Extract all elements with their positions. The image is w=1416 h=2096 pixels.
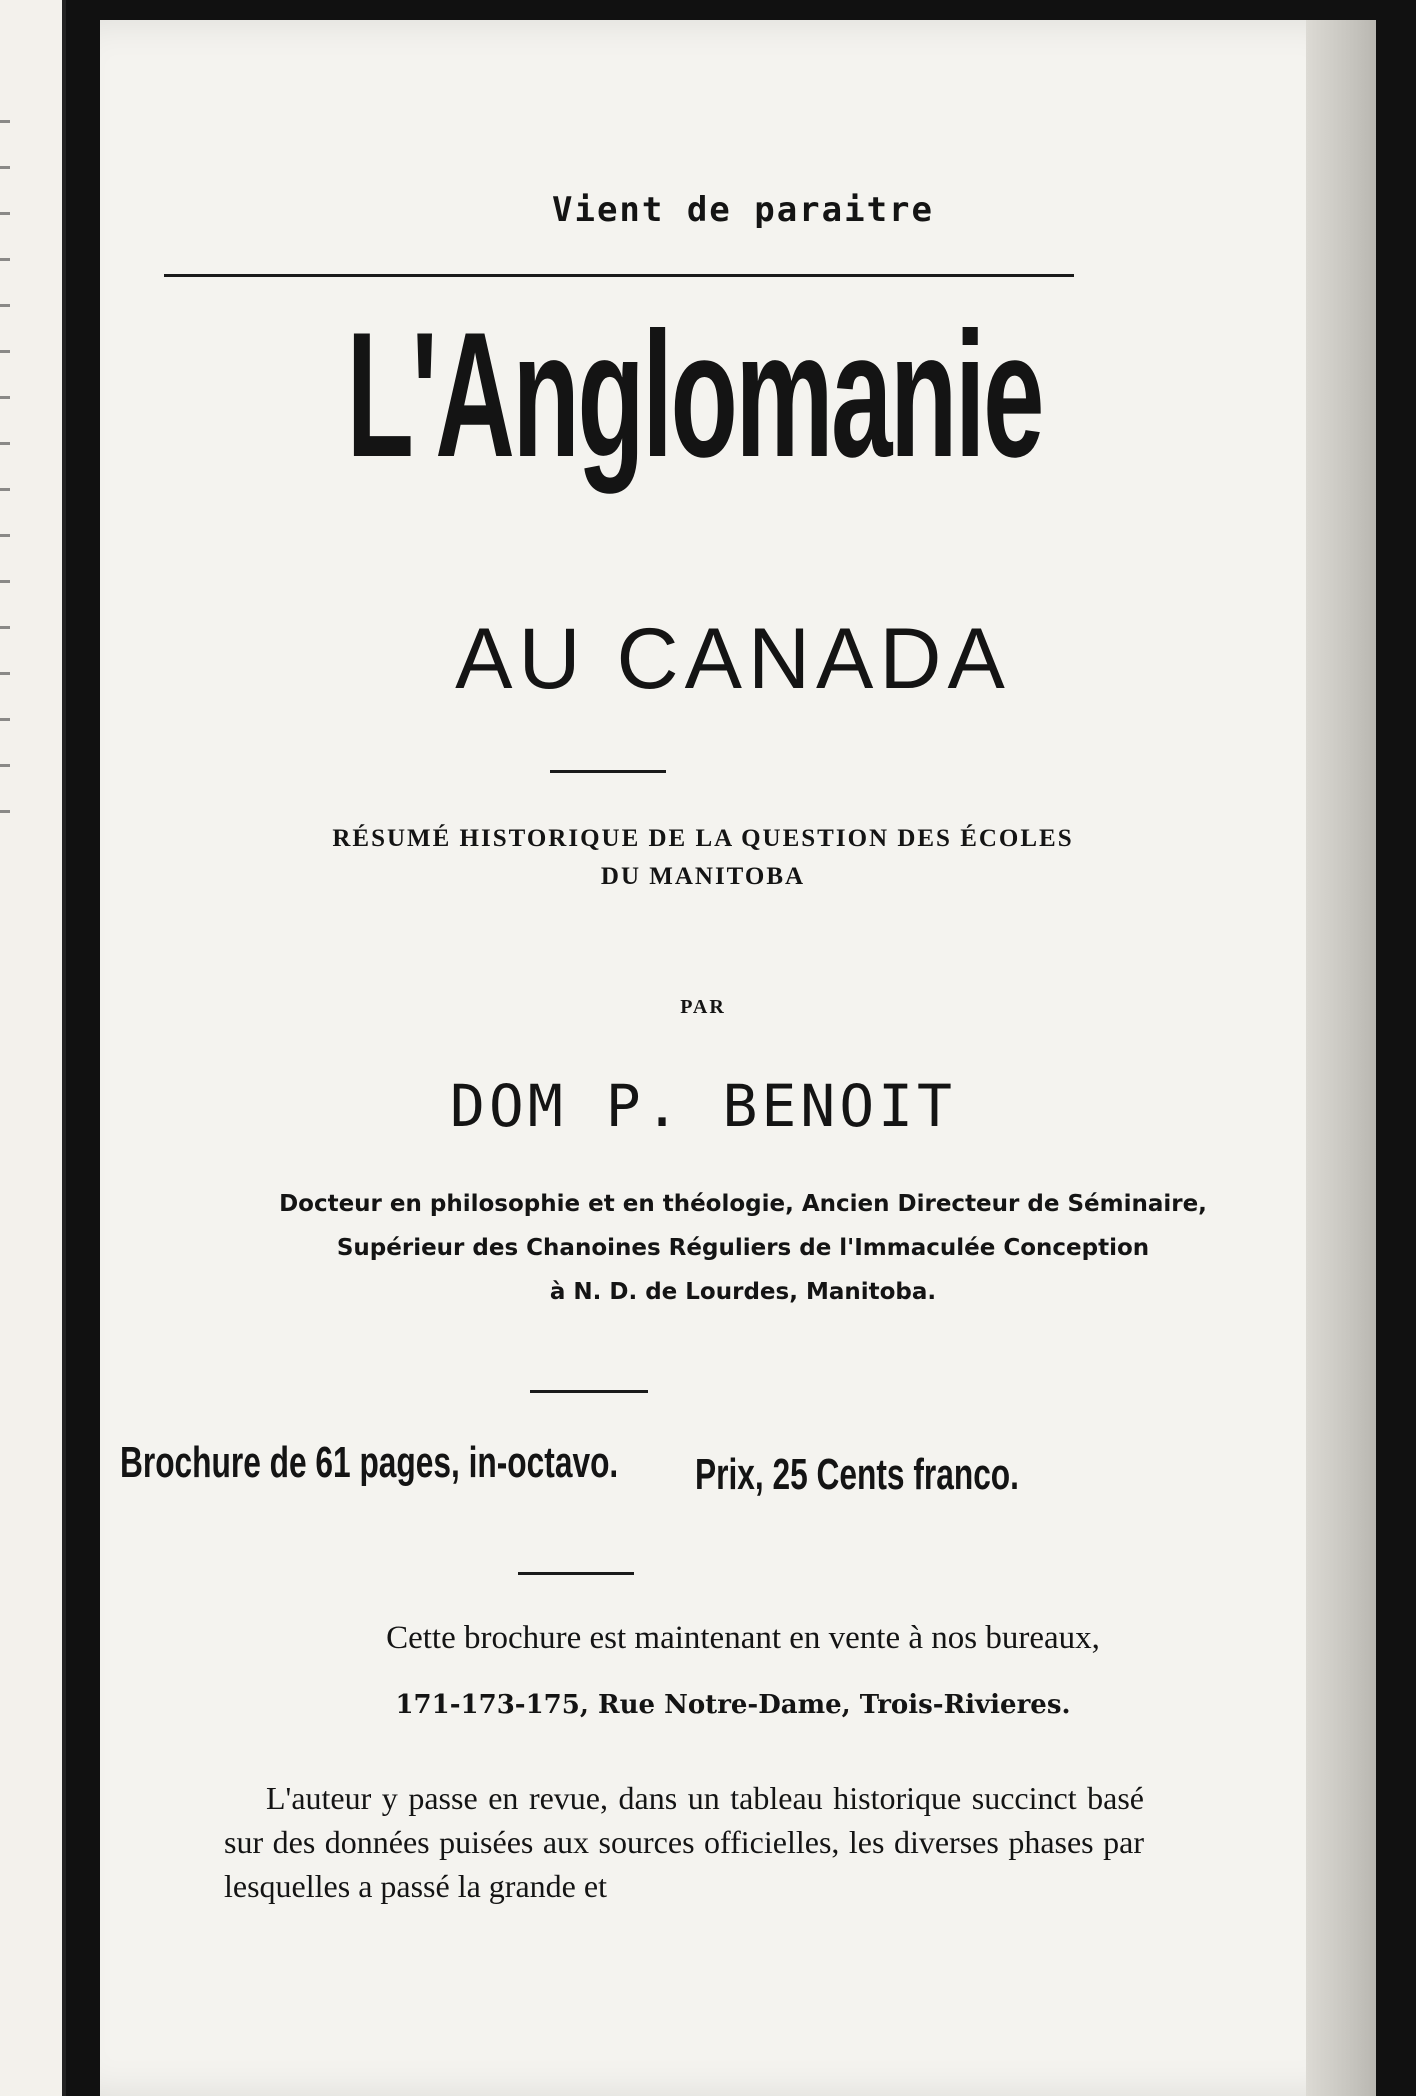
top-rule [164, 274, 1074, 277]
page-content [100, 20, 1306, 2096]
divider-1 [550, 770, 666, 773]
credential-line-1: Docteur en philosophie et en théologie, Ancien Directeur de Séminaire, [279, 1191, 1207, 1217]
facing-page-text-marks [0, 120, 10, 820]
divider-3 [518, 1572, 634, 1575]
kicker-text: Vient de paraitre [552, 190, 934, 230]
sale-address: 171-173-175, Rue Notre-Dame, Trois-Rivieres. [395, 1690, 1071, 1720]
facing-page-edge [0, 0, 66, 2096]
advertisement-page [100, 20, 1376, 2096]
book-subtitle: AU CANADA [455, 611, 1011, 707]
brochure-format: Brochure de 61 pages, in-octavo. [120, 1438, 619, 1487]
sale-notice: Cette brochure est maintenant en vente à nos bureaux, [386, 1620, 1100, 1656]
description-paragraph: L'auteur y passe en revue, dans un tableau historique succinct basé sur des données puisées aux sources officielles, les diverses phases par lesquelles a passé la grande et [224, 1780, 1144, 1904]
brochure-price: Prix, 25 Cents franco. [695, 1450, 1019, 1499]
page-stack-edge [1306, 20, 1376, 2096]
credential-line-2: Supérieur des Chanoines Réguliers de l'Immaculée Conception [336, 1235, 1150, 1261]
author-name: DOM P. BENOIT [450, 1072, 956, 1140]
par-label: PAR [680, 996, 726, 1018]
summary-line-2: DU MANITOBA [600, 863, 806, 890]
author-credentials [140, 1182, 1346, 1314]
divider-2 [530, 1390, 648, 1393]
summary-block [100, 820, 1306, 896]
book-title: L'Anglomanie [346, 295, 1042, 494]
credential-line-3: à N. D. de Lourdes, Manitoba. [549, 1279, 937, 1305]
summary-line-1: RÉSUMÉ HISTORIQUE DE LA QUESTION DES ÉCOLES [332, 825, 1074, 852]
